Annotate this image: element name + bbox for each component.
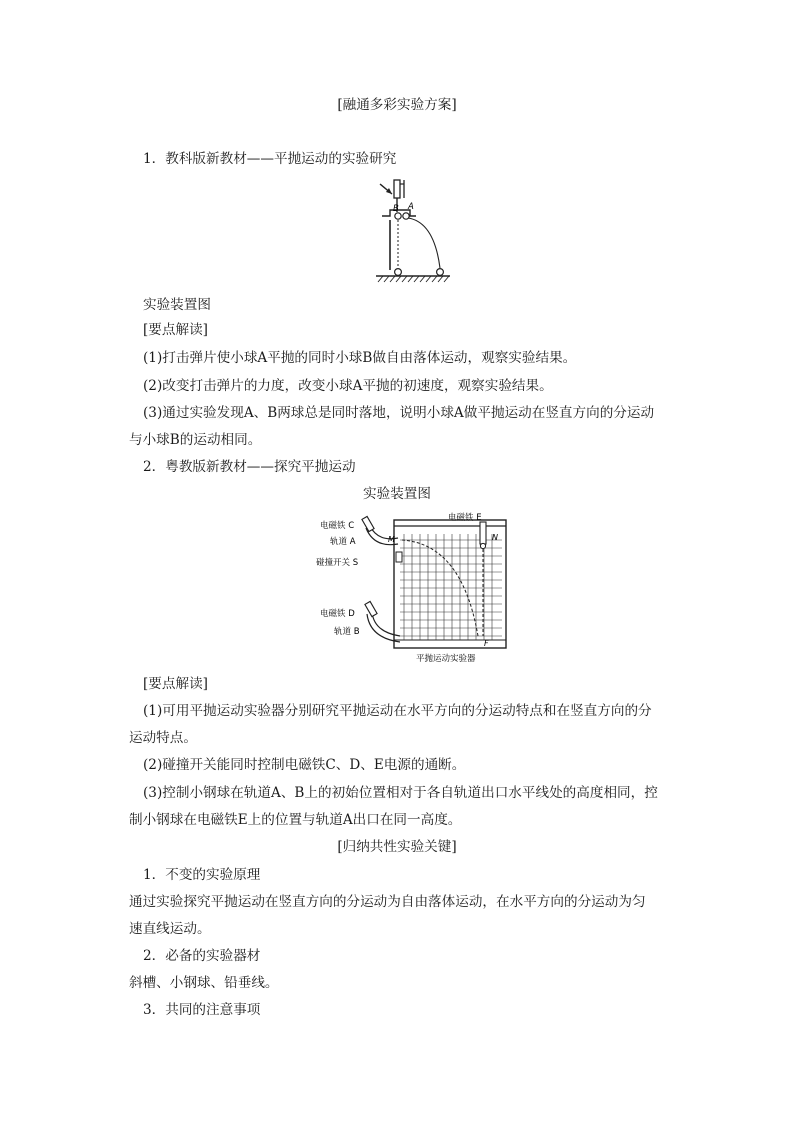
- item2-point: (2)碰撞开关能同时控制电磁铁C、D、E电源的通断。: [143, 757, 466, 773]
- magnet-e: [480, 522, 486, 544]
- label-magnet-c: 电磁铁 C: [320, 521, 355, 531]
- switch-s: [396, 552, 402, 562]
- section-header: [融通多彩实验方案]: [337, 97, 457, 113]
- label-apparatus: 平抛运动实验器: [416, 654, 476, 664]
- label-magnet-d: 电磁铁 D: [320, 609, 355, 619]
- item1-title: 1．教科版新教材——平抛运动的实验研究: [143, 151, 397, 167]
- item2-point: 运动特点。: [129, 730, 197, 746]
- item1-point: 与小球B的运动相同。: [129, 432, 262, 448]
- figure2-apparatus: [312, 508, 512, 668]
- item2-point: 制小钢球在电磁铁E上的位置与轨道A出口在同一高度。: [129, 812, 462, 828]
- label-switch-s: 碰撞开关 S: [316, 558, 359, 568]
- label-m: M: [388, 535, 395, 544]
- figure2-title: 实验装置图: [363, 486, 431, 502]
- label-n: N: [492, 533, 498, 542]
- key-body: 速直线运动。: [129, 921, 211, 937]
- figure1-apparatus: [370, 176, 460, 288]
- label-a: A: [408, 202, 414, 212]
- grid: [400, 534, 502, 640]
- key-title: 1．不变的实验原理: [143, 867, 261, 883]
- item2-point: (3)控制小钢球在轨道A、B上的初始位置相对于各自轨道出口水平线处的高度相同，控: [143, 785, 658, 801]
- label-b: B: [393, 204, 399, 214]
- key-title: 3．共同的注意事项: [143, 1002, 261, 1018]
- figure1-caption: 实验装置图: [143, 297, 211, 313]
- label-f: F: [484, 639, 489, 648]
- key-body: 通过实验探究平抛运动在竖直方向的分运动为自由落体运动，在水平方向的分运动为匀: [129, 894, 646, 910]
- key-body: 斜槽、小钢球、铅垂线。: [129, 975, 279, 991]
- projectile-path: [408, 218, 440, 268]
- magnet-c: [362, 516, 374, 531]
- label-track-a: 轨道 A: [330, 537, 356, 547]
- label-track-b: 轨道 B: [334, 627, 360, 637]
- item1-point: (2)改变打击弹片的力度，改变小球A平抛的初速度，观察实验结果。: [143, 378, 553, 394]
- section-header: [归纳共性实验关键]: [337, 839, 457, 855]
- board: [394, 520, 506, 648]
- item1-point: (1)打击弹片使小球A平抛的同时小球B做自由落体运动，观察实验结果。: [143, 350, 577, 366]
- item2-title: 2．粤教版新教材——探究平抛运动: [143, 459, 356, 475]
- item1-points-title: [要点解读]: [143, 322, 208, 338]
- item2-points-title: [要点解读]: [143, 676, 208, 692]
- key-title: 2．必备的实验器材: [143, 948, 261, 964]
- label-magnet-e: 电磁铁 E: [448, 513, 482, 523]
- item2-point: (1)可用平抛运动实验器分别研究平抛运动在水平方向的分运动特点和在竖直方向的分: [143, 703, 652, 719]
- item1-point: (3)通过实验发现A、B两球总是同时落地，说明小球A做平抛运动在竖直方向的分运动: [143, 405, 655, 421]
